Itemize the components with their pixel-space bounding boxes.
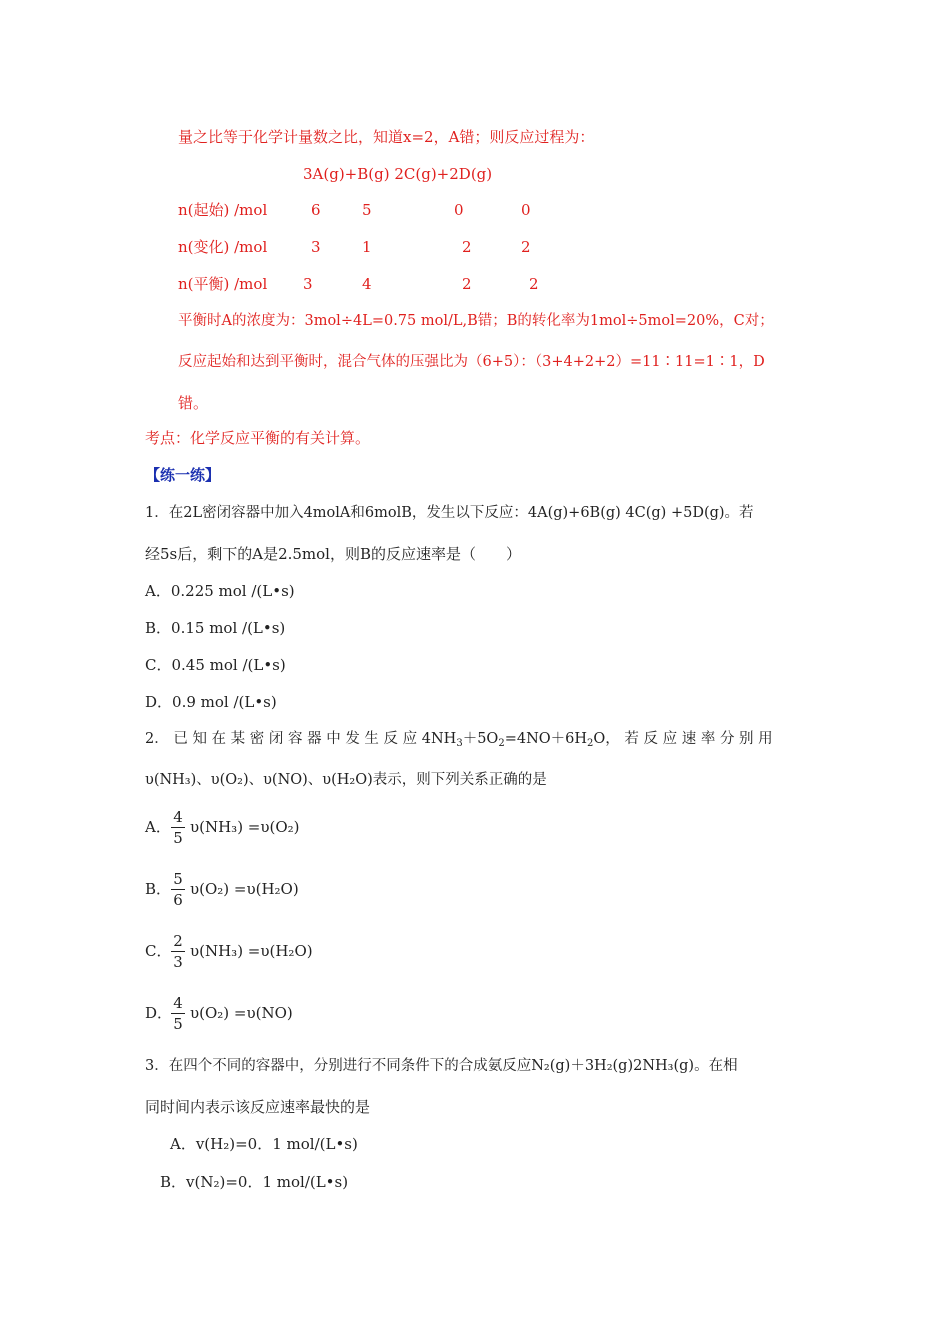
q2-option-d-fraction bbox=[171, 994, 185, 1033]
q2-option-c-expr: υ(NH₃) =υ(H₂O) bbox=[190, 942, 313, 960]
q2-option-c-fraction bbox=[171, 932, 185, 971]
q2-stem-line-1 bbox=[145, 729, 773, 749]
table-row-change bbox=[178, 237, 778, 257]
row-value: 2 bbox=[521, 238, 531, 256]
row-value: 0 bbox=[521, 201, 531, 219]
q2-option-c-letter: C． bbox=[145, 942, 172, 960]
q2-stem-part: ＋5O bbox=[462, 731, 499, 747]
q3-stem-line-2: 同时间内表示该反应速率最快的是 bbox=[145, 1098, 371, 1116]
solution-pressure: 反应起始和达到平衡时，混合气体的压强比为（6+5）：（3+4+2+2）=11∶11=1∶1，D bbox=[178, 354, 765, 370]
table-row-equilibrium bbox=[178, 274, 778, 294]
q1-option-d: D．0.9 mol /(L•s) bbox=[145, 693, 277, 711]
fraction-bar bbox=[171, 1013, 185, 1014]
q1-stem-line-1: 1．在2L密闭容器中加入4molA和6molB，发生以下反应：4A(g)+6B(g) 4C(g) +5D(g)。若 bbox=[145, 505, 754, 521]
q1-option-c: C．0.45 mol /(L•s) bbox=[145, 656, 286, 674]
solution-conclusion: 错。 bbox=[178, 394, 209, 412]
row-value: 2 bbox=[462, 238, 472, 256]
fraction-numerator: 4 bbox=[173, 808, 183, 826]
fraction-denominator: 3 bbox=[173, 953, 183, 971]
q1-option-b: B．0.15 mol /(L•s) bbox=[145, 619, 286, 637]
q2-stem-part: 4NH bbox=[421, 731, 457, 747]
row-label: n(平衡) /mol bbox=[178, 275, 268, 293]
fraction-bar bbox=[171, 827, 185, 828]
q1-stem-line-2: 经5s后，剩下的A是2.5mol，则B的反应速率是（ ） bbox=[145, 545, 522, 563]
row-value: 1 bbox=[362, 238, 372, 256]
row-value: 0 bbox=[454, 201, 464, 219]
fraction-numerator: 5 bbox=[173, 870, 183, 888]
fraction-numerator: 4 bbox=[173, 994, 183, 1012]
section-title: 【练一练】 bbox=[145, 466, 221, 484]
q2-option-d-letter: D． bbox=[145, 1004, 173, 1022]
subscript: 2 bbox=[498, 738, 505, 749]
q2-option-a-fraction bbox=[171, 808, 185, 847]
q2-option-a-expr: υ(NH₃) =υ(O₂) bbox=[190, 818, 300, 836]
row-value: 3 bbox=[311, 238, 321, 256]
q1-option-a: A．0.225 mol /(L•s) bbox=[145, 582, 295, 600]
reaction-equation: 3A(g)+B(g) 2C(g)+2D(g) bbox=[303, 165, 493, 183]
q2-stem-part: =4NO＋6H bbox=[504, 731, 588, 747]
subscript: 2 bbox=[587, 738, 594, 749]
q3-option-a: A．v(H₂)=0．1 mol/(L•s) bbox=[170, 1135, 358, 1153]
row-label: n(起始) /mol bbox=[178, 201, 268, 219]
row-value: 2 bbox=[462, 275, 472, 293]
table-row-initial bbox=[178, 200, 778, 220]
solution-line-1: 量之比等于化学计量数之比，知道x=2，A错；则反应过程为： bbox=[178, 128, 595, 146]
fraction-bar bbox=[171, 889, 185, 890]
q3-option-b: B．v(N₂)=0．1 mol/(L•s) bbox=[160, 1173, 349, 1191]
row-value: 6 bbox=[311, 201, 321, 219]
fraction-denominator: 5 bbox=[173, 829, 183, 847]
solution-concentration: 平衡时A的浓度为：3mol÷4L=0.75 mol/L,B错；B的转化率为1mol÷5mol=20%，C对； bbox=[178, 313, 774, 329]
q2-stem-part: 2． 已 知 在 某 密 闭 容 器 中 发 生 反 应 bbox=[145, 731, 422, 747]
row-value: 2 bbox=[529, 275, 539, 293]
q2-option-b-letter: B． bbox=[145, 880, 172, 898]
q2-option-a-letter: A． bbox=[145, 818, 171, 836]
q2-stem-line-2: υ(NH₃)、υ(O₂)、υ(NO)、υ(H₂O)表示，则下列关系正确的是 bbox=[145, 772, 547, 788]
row-value: 4 bbox=[362, 275, 372, 293]
q2-option-b-fraction bbox=[171, 870, 185, 909]
fraction-numerator: 2 bbox=[173, 932, 183, 950]
q2-option-d-expr: υ(O₂) =υ(NO) bbox=[190, 1004, 293, 1022]
q3-stem-line-1: 3．在四个不同的容器中，分别进行不同条件下的合成氨反应N₂(g)＋3H₂(g)2NH₃(g)。在相 bbox=[145, 1058, 738, 1074]
row-label: n(变化) /mol bbox=[178, 238, 268, 256]
fraction-denominator: 6 bbox=[173, 891, 183, 909]
q2-stem-part: O， 若 反 应 速 率 分 别 用 bbox=[593, 731, 773, 747]
fraction-denominator: 5 bbox=[173, 1015, 183, 1033]
q2-option-b-expr: υ(O₂) =υ(H₂O) bbox=[190, 880, 299, 898]
fraction-bar bbox=[171, 951, 185, 952]
row-value: 5 bbox=[362, 201, 372, 219]
subscript: 3 bbox=[456, 738, 463, 749]
row-value: 3 bbox=[303, 275, 313, 293]
kaodian-note: 考点：化学反应平衡的有关计算。 bbox=[145, 429, 371, 447]
